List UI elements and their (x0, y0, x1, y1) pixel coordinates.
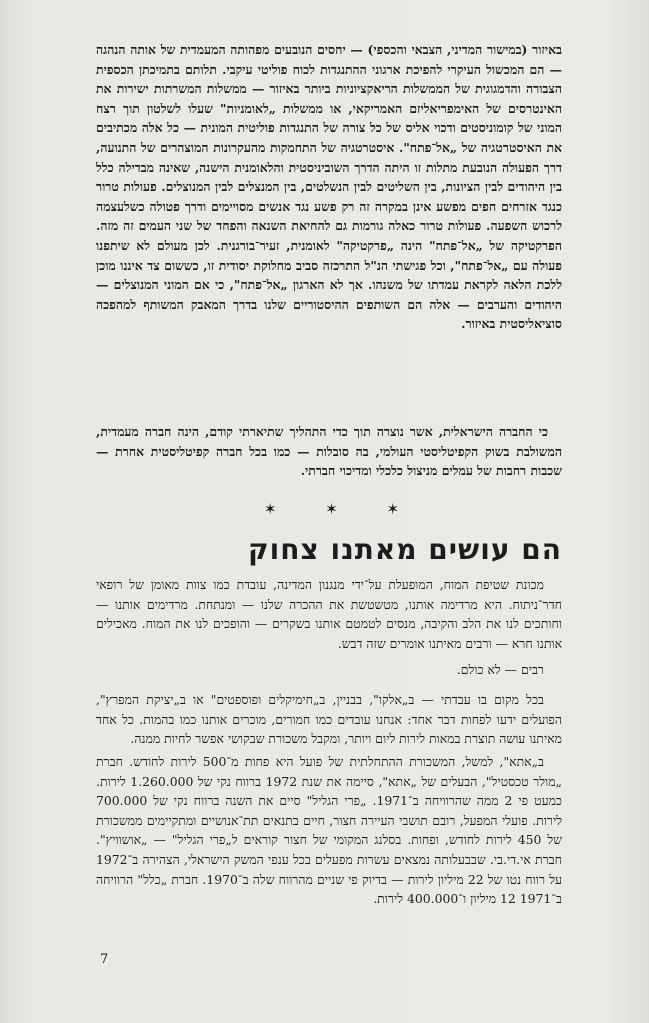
page-number: 7 (100, 952, 109, 967)
paragraph: מכונת שטיפת המוח, המופעלת על־ידי מנגנון המדינה, עובדת כמו צוות מאומן של רופאי חדר־ניתוח. היא מרדימה אותנו, מטשטשת את ההכרה שלנו — ומנתחת. מרדימים אותנו — וחותכים לנו את הלב והקיבה, מנסים לטמטם אותנו בשקרים — והופכים לנו את המוח. מאכילים אותנו חרא — ורבים מאיתנו אומרים שזה דבש. (96, 577, 562, 651)
paragraph: באיזור (במישור המדיני, הצבאי והכספי) — יחסים הנובעים מפהותה המעמדית של אותה הנהגה — הם המכשול העיקרי להפיכת ארגוני ההתנגדות לכוח פוליטי עיקבי. תלותם בתמיכתן הכספית הצבורה והדמגוגית של הממשלות הריאקציוניות ביותר באיזור — ממשלות המשרתות ישירות את האינטרסים של האימפריאליזם האמריקאי, או ממשלות „לאומניות" שעלו לשלטון תוך רצח המוני של קומוניסטים ודכוי אליס של כל צורה של התנגדות פוליטית המונית — כל אלה מכתיבים את האיסטרטגיה של „אל־פתח". איסטרטגיה של התחמקות מהעקרונות המוצהרים של התנועה, דרך הפעולה הנובעת מתלות זו היתה הדרך השוביניסטית והלאומנית הישנה, שאינה מבדילה כלל בין היהודים לבין הציונות, בין השליטים לבין הנשלטים, בין המנצלים לבין המנוצלים. פעולות טרור כנגד אזרחים חפים מפשע אינן במקרה זה רק פשע נגד אנשים מסויימים ודרך פטולה כשלעצמה לרכוש השפעה. פעולות טרור כאלה גורמות גם להחיאת השנאה והפחד של שני העמים זה מזה. הפרקטיקה של „אל־פתח" הינה „פרקטיקה" לאומנית, זעיר־בורגנית. לכן מעולם לא שיתפנו פעולה עם „אל־פתח", וכל פגישתי הנ"ל התרכזה סביב מחלוקת יסודית זו, כששום צד איננו מוכן ללכת הלאה לקראת עמדתו של משנהו. אך לא הארגון „אל־פתח", כי אם המוני המנוצלים — היהודים והערבים — אלה הם השותפים ההיסטוריים שלנו בדרך המאבק המשותף למהפכה סוציאליסטית באיזור. (96, 42, 562, 332)
paragraph: בכל מקום בו עבדתי — ב„אלקו", בבניין, ב„חימיקלים ופוספטים" או ב„יציקת המפרץ", הפועלים ידעו לפחות דבר אחד: אנחנו עובדים כמו חמורים, מוכרים אותנו כמו בהמות. כל אחד מאיתנו עושה תוצרת במאות לירות ליום ויותר, ומקבל משכורת שבקושי אפשר לחיות ממנה. (96, 692, 562, 747)
section-separator: ✶ ✶ ✶ (263, 500, 422, 518)
paragraph: ב„אתא", למשל, המשכורת ההתחלתית של פועל היא פחות מ־500 לירות לחודש. חברת „מולר טכסטיל", הבעלים של „אתא", סיימה את שנת 1972 ברווח נקי של 1.260.000 לירות. כמעט פי 2 ממה שהרוויחה ב־1971. „פרי הגליל" סיים את השנה ברווח נקי של 700.000 לירות. פועלי המפעל, רובם תושבי העיירה חצור, חיים בתנאים תת־אנושיים ומתקיימים ממשכורת של 450 לירות לחודש, ופחות. בסלנג המקומי של חצור קוראים ל„פרי הגליל" — „אושוויץ". חברת אי.די.בי. שבבעלותה נמצאים עשרות מפעלים בכל ענפי המשק הישראלי, הצהירה ב־1972 על רווח נטו של 22 מיליון לירות — בדיוק פי שניים מהרווח שלה ב־1970. חברת „כלל" הרוויחה ב־1971 12 מיליון ו־400.000 לירות. (96, 754, 563, 907)
section-title: הם עושים מאתנו צחוק (247, 533, 562, 566)
paragraph: כי החברה הישראלית, אשר נוצרה תוך כדי התהליך שתיארתי קודם, הינה חברה מעמדית, המשולבת בשוק הקפיטליסטי העולמי, בה סובלות — כמו בכל חברה קפיטליסטית אחרת — שכבות רחבות של עמלים מניצול כלכלי ומדיכוי חברתי. (96, 424, 562, 479)
paragraph: רבים — לא כולם. (456, 662, 544, 677)
